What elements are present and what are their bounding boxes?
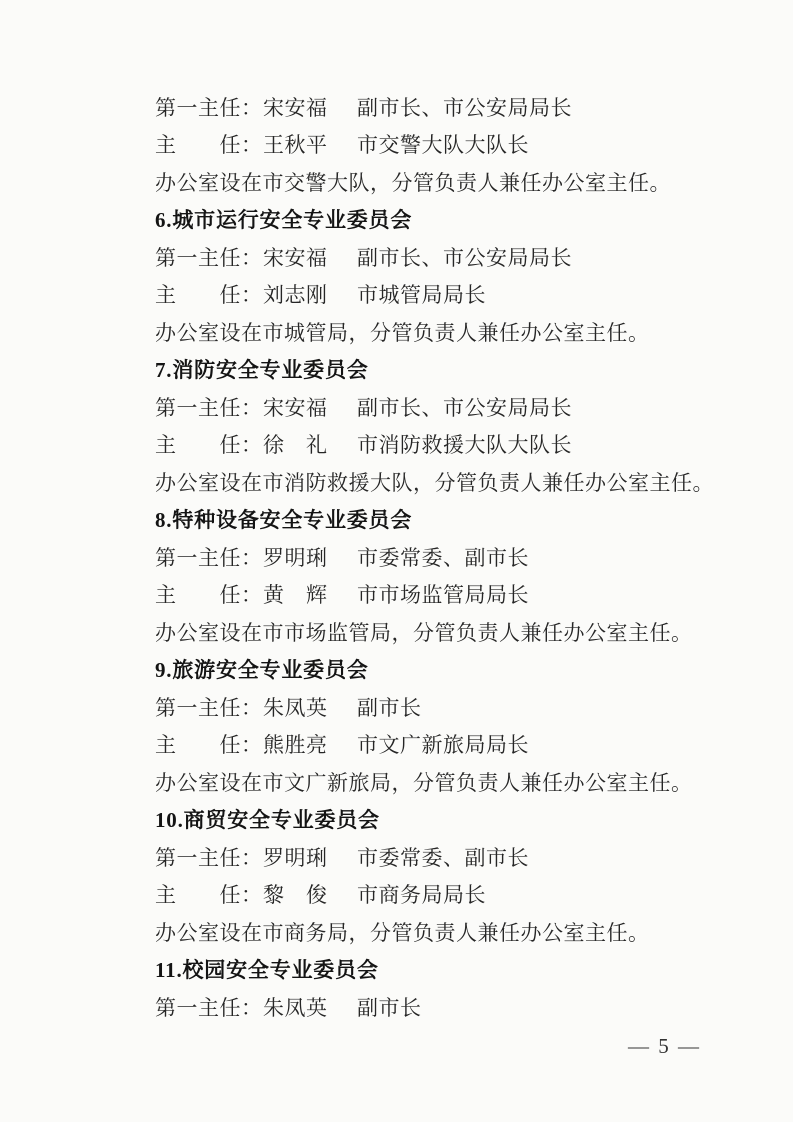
role-label: 主 任：	[155, 283, 263, 308]
person-name: 宋安福	[263, 395, 328, 420]
person-name: 罗明琍	[263, 845, 328, 870]
person-name: 徐 礼	[263, 433, 328, 458]
role-label: 主 任：	[155, 583, 263, 608]
page-number: — 5 —	[628, 1034, 701, 1058]
role-label: 第一主任：	[155, 545, 263, 570]
person-title: 市委常委、副市长	[357, 545, 529, 570]
first-director-line	[155, 988, 740, 1026]
person-name: 王秋平	[263, 133, 328, 158]
person-name: 罗明琍	[263, 545, 328, 570]
section-heading: 11.校园安全专业委员会	[155, 958, 379, 983]
person-name: 熊胜亮	[263, 733, 328, 758]
person-name: 刘志刚	[263, 283, 328, 308]
first-director-line	[155, 838, 740, 876]
person-name: 黎 俊	[263, 883, 328, 908]
first-director-line	[155, 388, 740, 426]
person-title: 副市长	[357, 995, 422, 1020]
person-name: 宋安福	[263, 95, 328, 120]
person-title: 副市长	[357, 695, 422, 720]
office-note-line: 办公室设在市商务局，分管负责人兼任办公室主任。	[155, 920, 650, 945]
person-name: 朱凤英	[263, 995, 328, 1020]
first-director-line	[155, 88, 740, 126]
section-heading: 10.商贸安全专业委员会	[155, 808, 380, 833]
office-note-line: 办公室设在市市场监管局，分管负责人兼任办公室主任。	[155, 620, 693, 645]
person-title: 市文广新旅局局长	[357, 733, 529, 758]
role-label: 第一主任：	[155, 245, 263, 270]
director-line	[155, 426, 740, 464]
section-heading: 9.旅游安全专业委员会	[155, 658, 369, 683]
person-name: 朱凤英	[263, 695, 328, 720]
role-label: 第一主任：	[155, 95, 263, 120]
role-label: 主 任：	[155, 133, 263, 158]
director-line	[155, 276, 740, 314]
person-title: 市市场监管局局长	[357, 583, 529, 608]
office-note-line: 办公室设在市文广新旅局，分管负责人兼任办公室主任。	[155, 770, 693, 795]
person-title: 副市长、市公安局局长	[357, 395, 572, 420]
person-title: 市委常委、副市长	[357, 845, 529, 870]
person-title: 市城管局局长	[357, 283, 486, 308]
role-label: 第一主任：	[155, 695, 263, 720]
first-director-line	[155, 688, 740, 726]
office-note-line: 办公室设在市城管局，分管负责人兼任办公室主任。	[155, 320, 650, 345]
office-note-line: 办公室设在市消防救援大队，分管负责人兼任办公室主任。	[155, 470, 714, 495]
person-title: 市商务局局长	[357, 883, 486, 908]
role-label: 第一主任：	[155, 845, 263, 870]
role-label: 第一主任：	[155, 995, 263, 1020]
director-line	[155, 876, 740, 914]
document-body	[155, 88, 740, 1026]
role-label: 主 任：	[155, 883, 263, 908]
section-heading: 7.消防安全专业委员会	[155, 358, 369, 383]
director-line	[155, 726, 740, 764]
person-name: 黄 辉	[263, 583, 328, 608]
role-label: 主 任：	[155, 433, 263, 458]
section-heading: 6.城市运行安全专业委员会	[155, 208, 413, 233]
person-title: 市交警大队大队长	[357, 133, 529, 158]
director-line	[155, 576, 740, 614]
role-label: 主 任：	[155, 733, 263, 758]
person-title: 副市长、市公安局局长	[357, 95, 572, 120]
first-director-line	[155, 238, 740, 276]
role-label: 第一主任：	[155, 395, 263, 420]
director-line	[155, 126, 740, 164]
person-title: 副市长、市公安局局长	[357, 245, 572, 270]
person-title: 市消防救援大队大队长	[357, 433, 572, 458]
person-name: 宋安福	[263, 245, 328, 270]
first-director-line	[155, 538, 740, 576]
section-heading: 8.特种设备安全专业委员会	[155, 508, 413, 533]
office-note-line: 办公室设在市交警大队，分管负责人兼任办公室主任。	[155, 170, 671, 195]
